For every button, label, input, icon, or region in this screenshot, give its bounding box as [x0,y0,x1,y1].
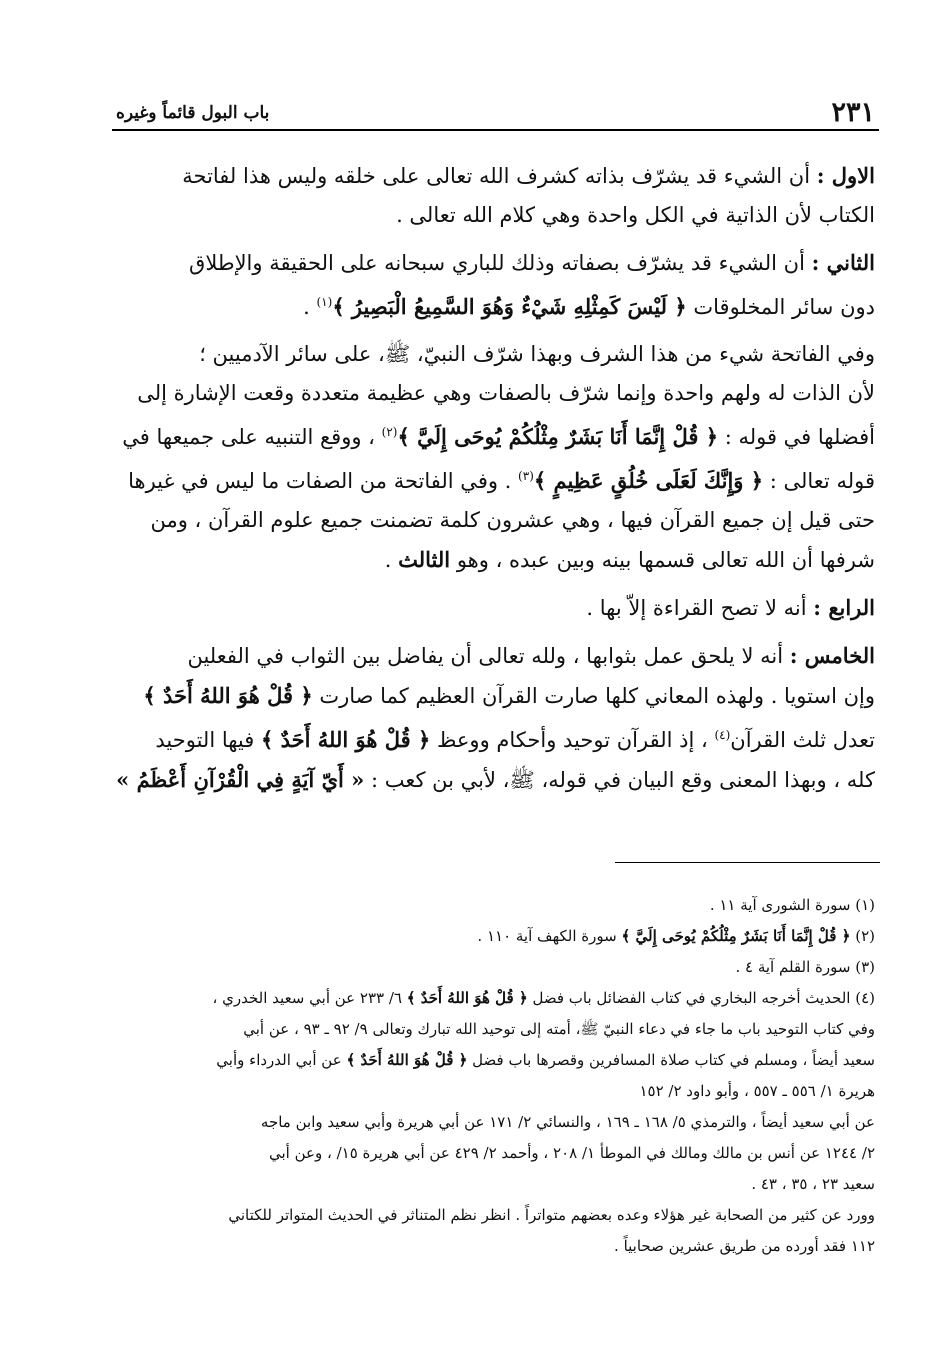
footnote-4 [70,983,875,1014]
paragraph-lead: الخامس : [789,643,875,668]
quran-verse: ﴿ قُلْ هُوَ اللهُ أَحَدٌ ﴾ [260,727,431,752]
text-line: دون سائر المخلوقات [693,295,875,319]
quran-verse: ﴿ قُلْ هُوَ اللهُ أَحَدٌ ﴾ [143,683,313,708]
running-title: باب البول قائماً وغيره [116,103,270,123]
footnotes [70,890,875,1262]
text-line: أنه لا يلحق عمل بثوابها ، ولله تعالى أن يفاضل بين الثواب في الفعلين [187,644,784,668]
footnote-4-line: وورد عن كثير من الصحابة غير هؤلاء وعده بعضهم متواتراً . انظر نظم المتناثر في الحديث المتواتر للكتاني [228,1206,875,1224]
footnote-ref: (٢) [381,425,398,439]
footnote-number: (٢) [855,927,875,945]
text-line: أن الشيء قد يشرّف بصفاته وذلك للباري سبحانه على الحقيقة والإطلاق [189,251,805,275]
quran-verse: ﴿ قُلْ هُوَ اللهُ أَحَدٌ ﴾ [346,1051,468,1069]
footnote-4-line: هريرة ١/ ٥٥٦ ـ ٥٥٧ ، وأبو داود ٢/ ١٥٢ [639,1082,875,1100]
paragraph-lead: الرابع : [813,595,875,620]
footnote-text: (٤) الحديث أخرجه البخاري في كتاب الفضائل باب فضل [532,989,875,1007]
text-line: الكتاب لأن الذاتية في الكل واحدة وهي كلام الله تعالى . [396,203,875,227]
text-line: كله ، وبهذا المعنى وقع البيان في قوله، ﷺ، لأبي بن كعب : [370,768,875,792]
quran-verse: ﴿ قُلْ إِنَّمَا أَنَا بَشَرٌ مِثْلُكُمْ يُوحَى إِلَيَّ ﴾ [397,424,718,449]
text-line: ، إذ القرآن توحيد وأحكام ووعظ [436,728,708,752]
footnote-text: سورة الكهف آية ١١٠ . [477,927,617,945]
text-line: ، ووقع التنبيه على جميعها في [122,425,375,449]
text-line: أفضلها في قوله : [724,425,875,449]
footnote-1: (١) سورة الشورى آية ١١ . [709,896,875,914]
footnote-ref: (١) [316,295,333,309]
footnote-4-line [70,1045,875,1076]
footnote-4-line: وفي كتاب التوحيد باب ما جاء في دعاء النبيّ ﷺ، أمته إلى توحيد الله تبارك وتعالى ٩/ ٩٢ ـ ٩٣ ، عن أبي [243,1020,875,1038]
paragraph-fourth [70,588,875,628]
header-rule [112,129,879,131]
paragraph-lead: الثاني : [811,250,875,275]
page-header [112,93,879,131]
text-line: . [384,548,392,572]
quran-verse: ﴿ قُلْ هُوَ اللهُ أَحَدٌ ﴾ [406,989,528,1007]
text-line: حتى قيل إن جميع القرآن فيها ، وهي عشرون كلمة تضمنت جميع علوم القرآن ، ومن [150,508,875,532]
main-text [70,156,875,808]
quran-verse: ﴿ قُلْ إِنَّمَا أَنَا بَشَرٌ مِثْلُكُمْ يُوحَى إِلَيَّ ﴾ [621,927,851,945]
footnote-3: (٣) سورة القلم آية ٤ . [735,958,875,976]
paragraph-lead: الاول : [816,163,875,188]
footnote-4-line: سعيد ٢٣ ، ٣٥ ، ٤٣ . [751,1175,875,1193]
text-line: شرفها أن الله تعالى قسمها بينه وبين عبده ، وهو [456,548,875,572]
footnote-2 [70,921,875,952]
text-line: تعدل ثلث القرآن [730,728,875,752]
text-line: لأن الذات له ولهم واحدة وإنما شرّف بالصفات وهي عظيمة متعددة وقعت الإشارة إلى [137,381,875,405]
text-line: أن الشيء قد يشرّف بذاته كشرف الله تعالى على خلقه وليس هذا لفاتحة [182,164,811,188]
paragraph-first [70,156,875,235]
bold-term: الثالث [398,547,451,572]
paragraph-fifth [70,636,875,800]
footnote-4-line: ١١٢ فقد أورده من طريق عشرين صحابياً . [614,1237,875,1255]
paragraph-third [70,335,875,580]
text-line: وإن استويا . ولهذه المعاني كلها صارت القرآن العظيم كما صارت [319,684,875,708]
footnote-4-line: ٢/ ١٢٤٤ عن أنس بن مالك ومالك في الموطأ ١/ ٢٠٨ ، وأحمد ٢/ ٤٢٩ عن أبي هريرة ١٥/ ، وعن أبي [269,1144,875,1162]
quran-verse: ﴿ وَإِنَّكَ لَعَلَى خُلُقٍ عَظِيمٍ ﴾ [533,468,764,493]
footnote-text: ٦/ ٢٣٣ عن أبي سعيد الخدري ، [212,989,402,1007]
footnote-text: عن أبي الدرداء وأبي [216,1051,342,1069]
text-line: وفي الفاتحة شيء من هذا الشرف وبهذا شرّف النبيّ، ﷺ، على سائر الآدميين ؛ [199,342,875,366]
text-line: أنه لا تصح القراءة إلاّ بها . [586,596,807,620]
text-line: قوله تعالى : [769,469,875,493]
footnote-ref: (٣) [518,469,534,483]
paragraph-second [70,243,875,327]
text-line: فيها التوحيد [155,728,255,752]
footnote-separator [615,862,880,863]
footnote-ref: (٤) [714,728,731,742]
quran-verse: ﴿ لَيْسَ كَمِثْلِهِ شَيْءٌ وَهُوَ السَّمِيعُ الْبَصِيرُ ﴾ [332,294,687,319]
page-number: ٢٣١ [831,97,875,128]
text-line: . [303,295,310,319]
footnote-text: سعيد أيضاً ، ومسلم في كتاب صلاة المسافرين وقصرها باب فضل [472,1051,875,1069]
text-line: . وفي الفاتحة من الصفات ما ليس في غيرها [128,469,512,493]
footnote-4-line: عن أبي سعيد أيضاً ، والترمذي ٥/ ١٦٨ ـ ١٦٩ ، والنسائي ٢/ ١٧١ عن أبي هريرة وأبي سعيد وابن ماجه [260,1113,875,1131]
quran-verse: « أَيّ آيَةٍ فِي الْقُرْآنِ أَعْظَمُ » [116,767,365,792]
